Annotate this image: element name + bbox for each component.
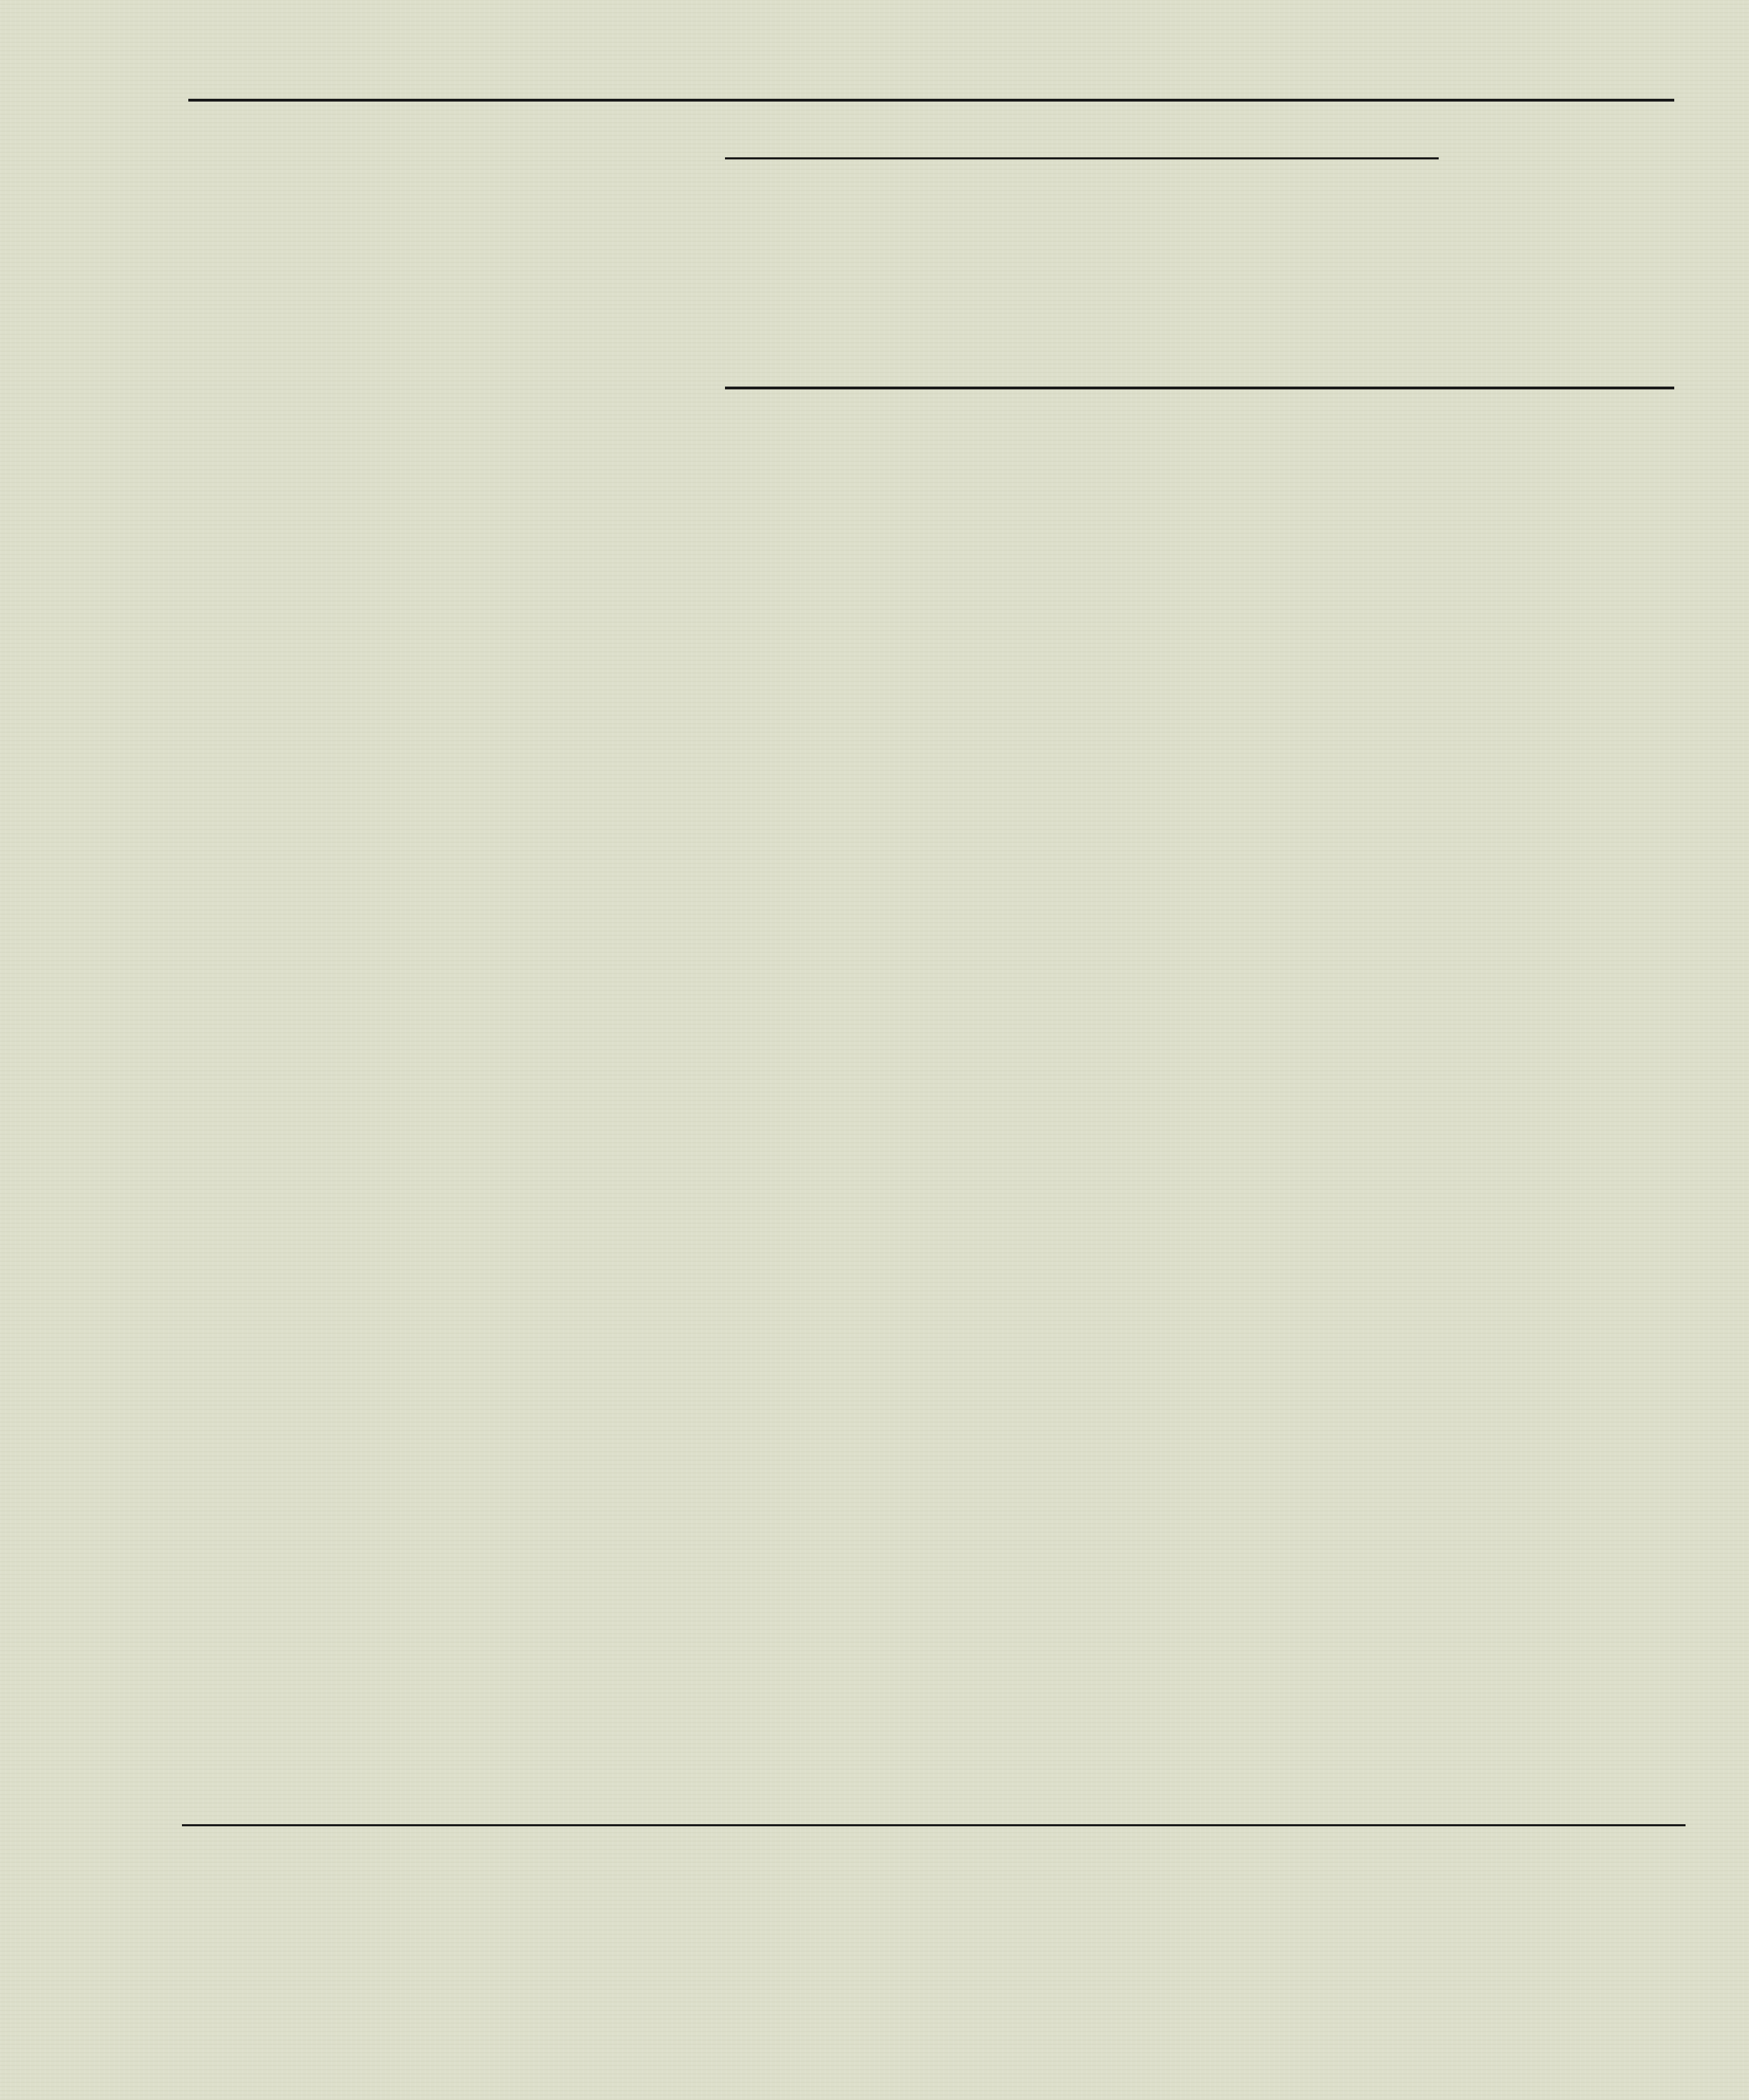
header-col5-line2: [1435, 159, 1675, 216]
header-col-base-2019: [744, 217, 885, 331]
header-col4-line1: [1269, 217, 1425, 274]
footer-rule: [182, 1824, 1686, 1826]
header-bottom-rule: [725, 387, 1674, 389]
header-col1-line1: [744, 217, 885, 274]
header-col-same-period-2020: [910, 217, 1079, 331]
header-col5-line4: [1435, 274, 1675, 331]
header-col5-line3: [1435, 217, 1675, 274]
header-group-title: [726, 102, 1439, 159]
header-col5-line5: [1435, 331, 1675, 388]
header-col1-line2: [744, 274, 885, 331]
header-col4-line2: [1269, 274, 1425, 331]
header-col5-line1: [1435, 102, 1675, 159]
header-col-dec-2020: [1088, 217, 1257, 331]
header-col3-line2: [1088, 274, 1257, 331]
header-col-average-index: [1435, 102, 1675, 387]
header-col2-line1: [910, 217, 1079, 274]
header-group-rule: [725, 157, 1439, 159]
header-col3-line1: [1088, 217, 1257, 274]
header-col-month-12-2020: [1269, 217, 1425, 331]
header-col2-line2: [910, 274, 1079, 331]
